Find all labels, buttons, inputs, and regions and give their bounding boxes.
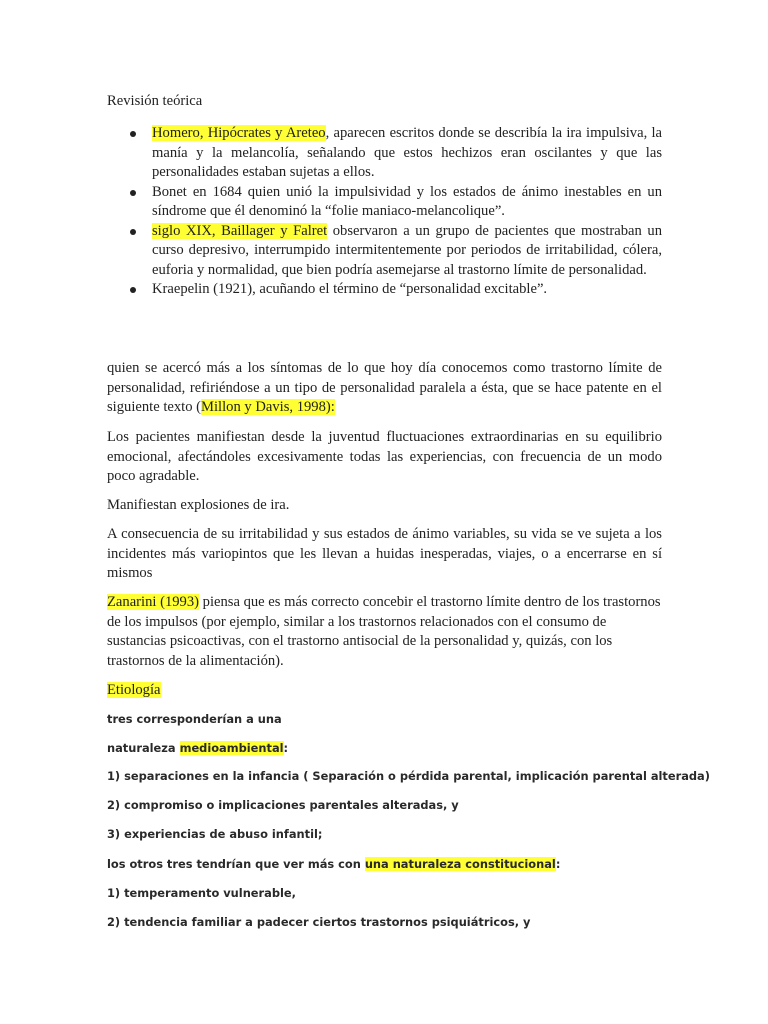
paragraph: Los pacientes manifiestan desde la juventud fluctuaciones extraordinarias en su equilibrio emocional, afectándoles excesivamente todas las experiencias, con frecuencia de un modo poco agradable. — [107, 429, 662, 484]
bullet-list — [107, 124, 662, 300]
text-segment: los otros tres tendrían que ver más con — [107, 857, 365, 871]
list-item — [107, 280, 662, 300]
highlight: una naturaleza constitucional — [364, 857, 556, 871]
list-item — [107, 183, 662, 222]
text-segment: naturaleza — [107, 741, 180, 755]
highlight: siglo XIX, Baillager y Falret — [152, 222, 328, 239]
text-line: 2) tendencia familiar a padecer ciertos trastornos psiquiátricos, y — [107, 915, 531, 929]
text-line: 2) compromiso o implicaciones parentales alteradas, y — [107, 798, 459, 812]
highlight: Zanarini (1993) — [107, 594, 199, 610]
heading-etiologia — [107, 681, 161, 701]
text-line: 1) separaciones en la infancia ( Separación o pérdida parental, implicación parental alterada) — [107, 769, 710, 783]
paragraph-text: quien se acercó más a los síntomas de lo que hoy día conocemos como trastorno límite de personalidad, refiriéndose a un tipo de personalidad paralela a ésta, que se hace patente en el siguiente texto ( — [107, 360, 662, 415]
text-segment: : — [283, 741, 289, 755]
paragraph: A consecuencia de su irritabilidad y sus estados de ánimo variables, su vida se ve sujeta a los incidentes más variopintos que les llevan a huidas inesperadas, viajes, o a encerrarse en sí mismos — [107, 526, 662, 581]
list-item-text: Bonet en 1684 quien unió la impulsividad y los estados de ánimo inestables en un síndrome que él denominó la “folie maniaco-melancolique”. — [152, 183, 662, 219]
paragraph: Manifiestan explosiones de ira. — [107, 497, 290, 513]
list-item-text: Kraepelin (1921), acuñando el término de “personalidad excitable”. — [152, 281, 548, 297]
highlight: Millon y Davis, 1998): — [201, 399, 335, 415]
text-line — [107, 857, 560, 871]
paragraph — [107, 593, 662, 671]
highlight: Etiología — [107, 682, 161, 698]
list-item — [107, 222, 662, 281]
text-line: 3) experiencias de abuso infantil; — [107, 827, 323, 841]
list-item-text: , aparecen escritos donde se describía la ira impulsiva, la manía y la melancolía, señalando que estos hechizos eran oscilantes y que las personalidades estaban sujetas a ellos. — [152, 125, 662, 180]
highlight: medioambiental — [179, 741, 284, 755]
text-segment: : — [555, 857, 561, 871]
section-title: Revisión teórica — [107, 93, 203, 109]
text-line: tres corresponderían a una — [107, 712, 282, 726]
paragraph-text: piensa que es más correcto concebir el trastorno límite dentro de los trastornos de los impulsos (por ejemplo, similar a los trastornos relacionados con el consumo de sustancias psicoactivas, con el trastorno antisocial de la personalidad y, quizás, con los trastornos de la alimentación). — [107, 594, 661, 669]
list-item-text: observaron a un grupo de pacientes que mostraban un curso depresivo, interrumpido intermitentemente por periodos de irritabilidad, cólera, euforia y normalidad, que bien podría asemejarse al trastorno límite de personalidad. — [152, 222, 662, 278]
text-line: 1) temperamento vulnerable, — [107, 886, 296, 900]
paragraph — [107, 359, 662, 418]
highlight: Homero, Hipócrates y Areteo — [152, 125, 326, 141]
text-line — [107, 741, 288, 755]
list-item — [107, 124, 662, 183]
